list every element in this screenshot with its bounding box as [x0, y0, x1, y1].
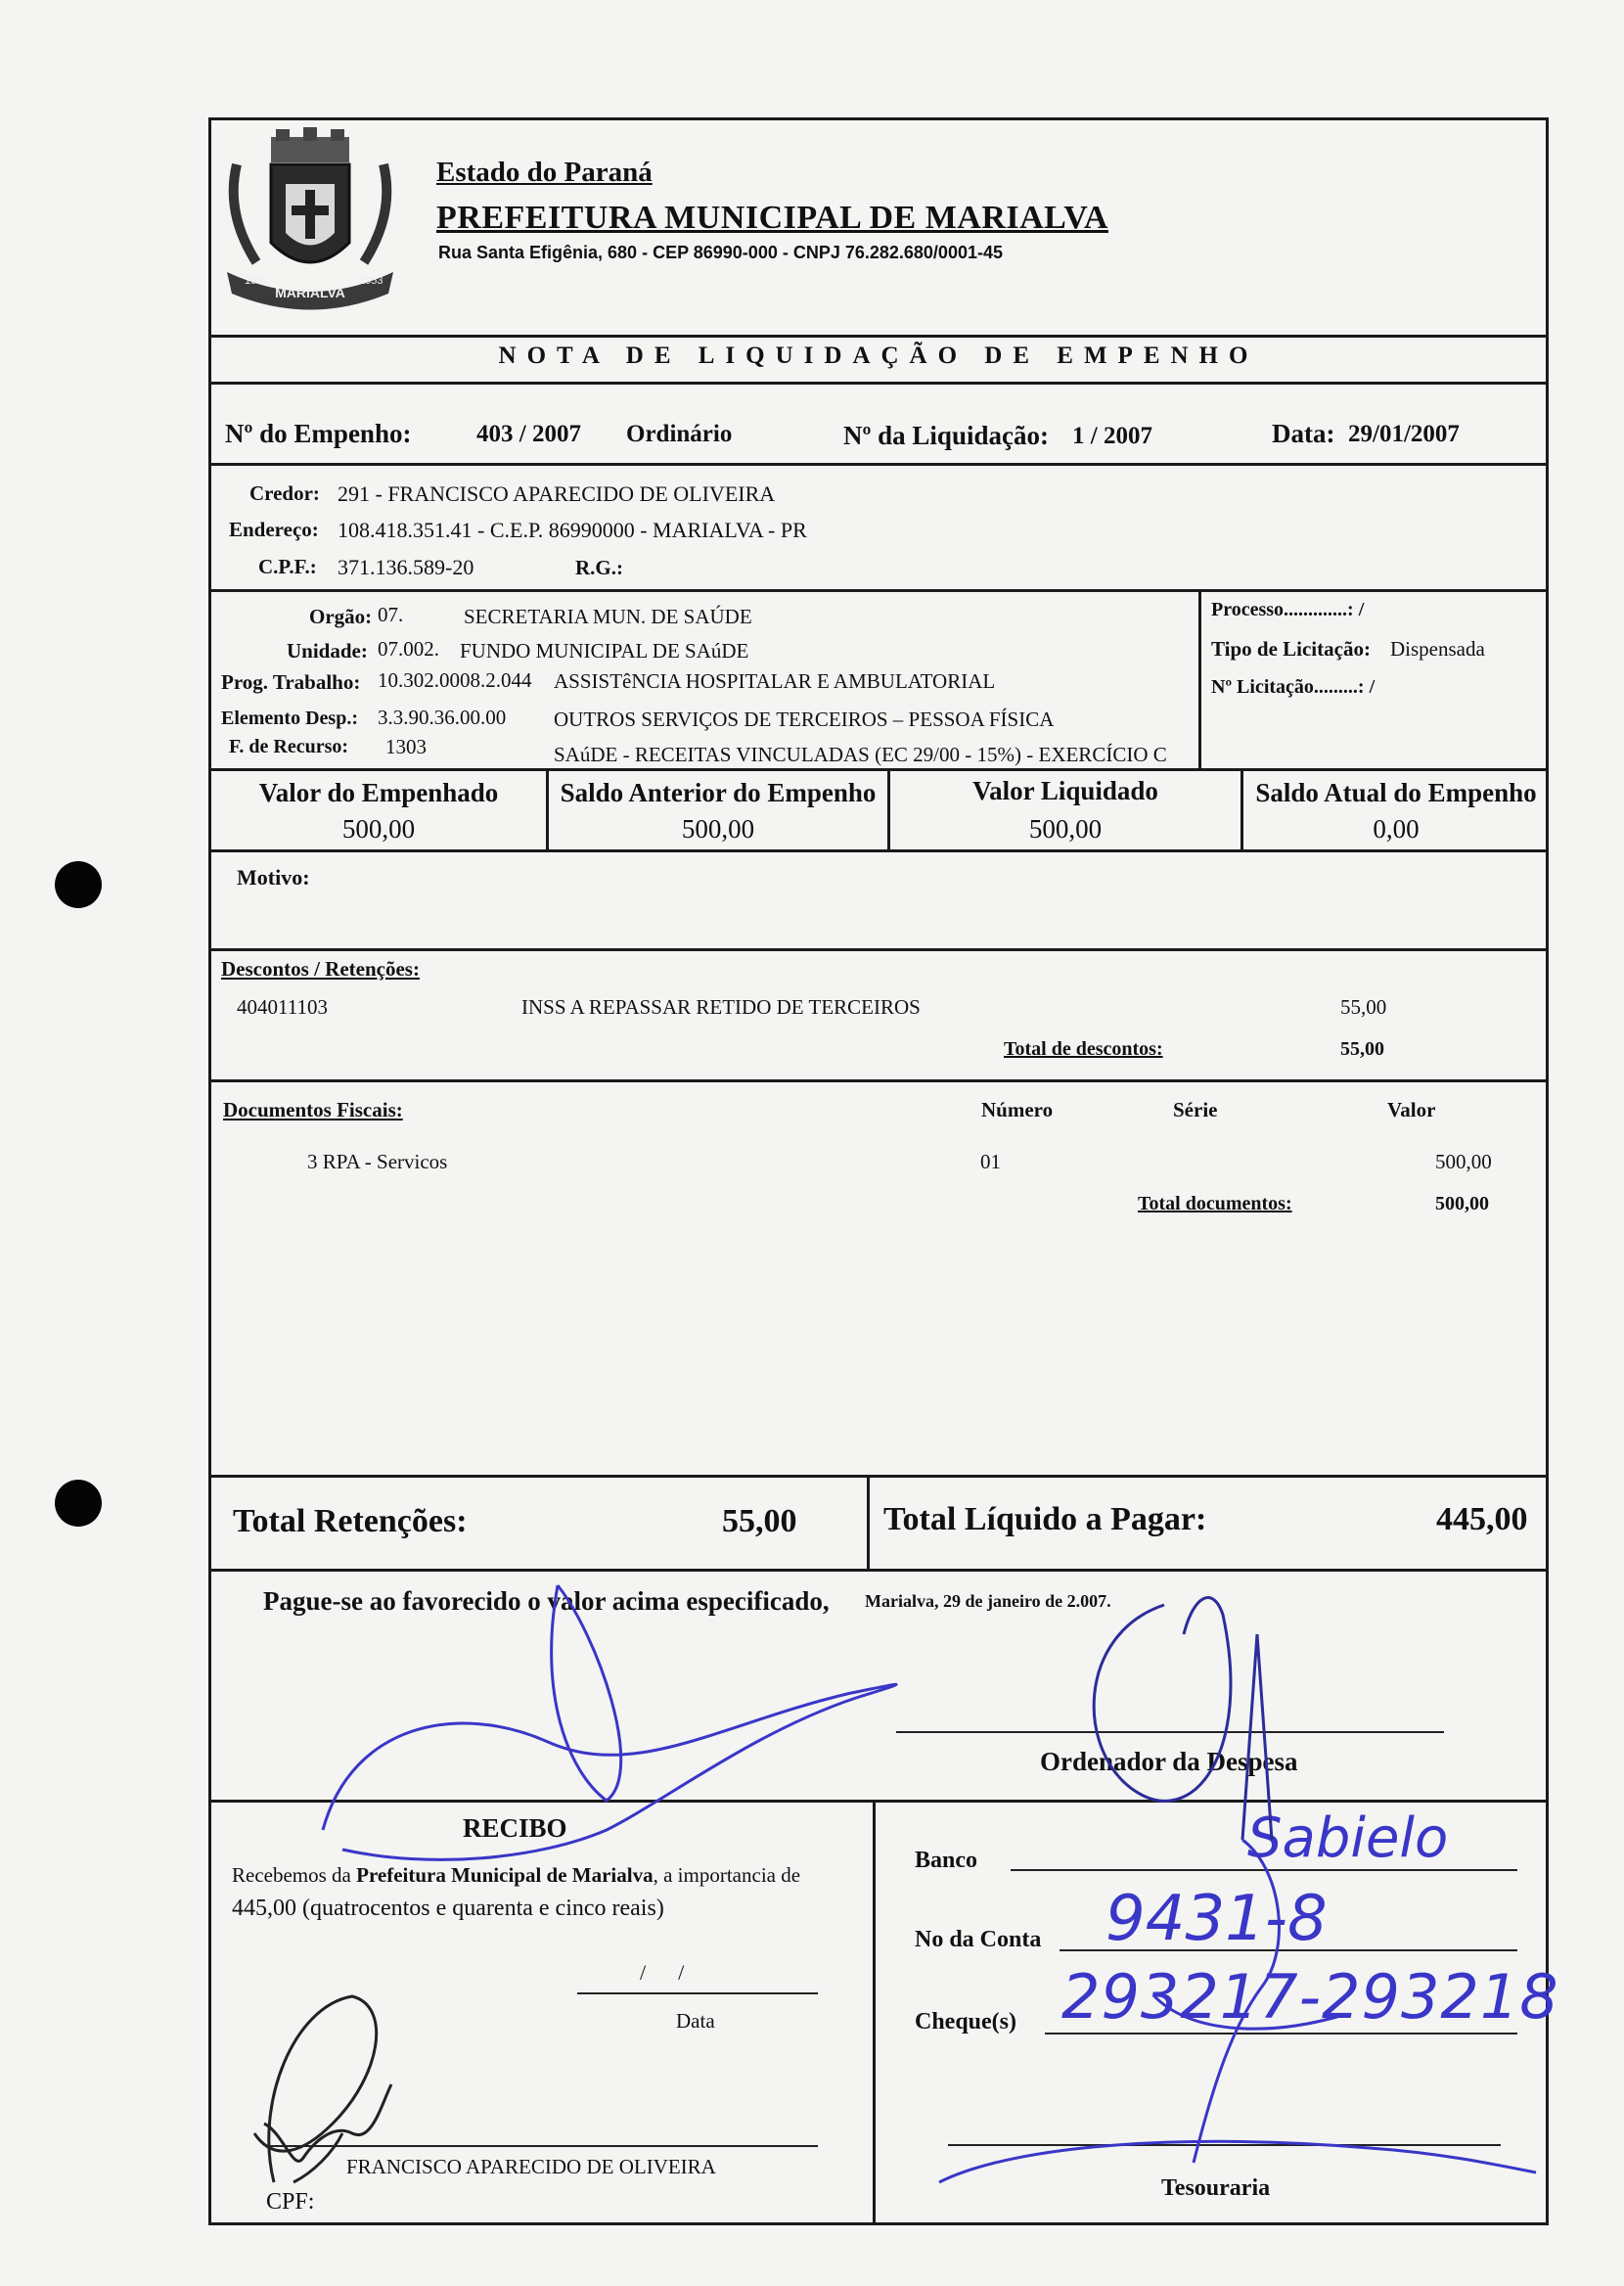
- recibo-text-bold: Prefeitura Municipal de Marialva: [356, 1863, 654, 1887]
- documentos-title: Documentos Fiscais:: [223, 1098, 403, 1121]
- col-numero: Número: [981, 1098, 1054, 1121]
- svg-text:MARIALVA: MARIALVA: [275, 285, 345, 300]
- rule-dotacao: [208, 768, 1549, 771]
- elemento-label: Elemento Desp.:: [221, 708, 358, 729]
- rule-motivo: [208, 948, 1549, 951]
- desconto-description: INSS A REPASSAR RETIDO DE TERCEIROS: [521, 995, 921, 1019]
- prog-name: ASSISTêNCIA HOSPITALAR E AMBULATORIAL: [554, 669, 996, 693]
- municipal-crest: [217, 125, 403, 321]
- empenho-number: 403 / 2007: [476, 421, 581, 447]
- recurso-code: 1303: [385, 735, 427, 758]
- valor-empenhado-label: Valor do Empenhado: [258, 778, 499, 807]
- total-liquido-label: Total Líquido a Pagar:: [883, 1501, 1207, 1537]
- tipo-licitacao-label: Tipo de Licitação:: [1211, 637, 1371, 661]
- ordenador-signature: [313, 1576, 1565, 2221]
- conta-handwritten: 9431-8: [1105, 1883, 1328, 1955]
- documento-numero: 01: [980, 1150, 1001, 1173]
- documentos-total-label: Total documentos:: [1138, 1193, 1292, 1214]
- pague-place-date: Marialva, 29 de janeiro de 2.007.: [865, 1591, 1111, 1611]
- numero-licitacao-field: Nº Licitação.........: /: [1211, 676, 1376, 698]
- valor-empenhado: 500,00: [341, 814, 416, 844]
- banco-label: Banco: [915, 1848, 978, 1873]
- cheque-label: Cheque(s): [915, 2009, 1017, 2035]
- total-retencoes-label: Total Retenções:: [233, 1503, 468, 1539]
- prog-code: 10.302.0008.2.044: [378, 668, 532, 692]
- endereco-label: Endereço:: [229, 518, 319, 541]
- motivo-label: Motivo:: [237, 865, 310, 890]
- conta-label: No da Conta: [915, 1927, 1042, 1952]
- rule-title: [208, 382, 1549, 385]
- descontos-title: Descontos / Retenções:: [221, 957, 420, 981]
- documento-description: 3 RPA - Servicos: [307, 1150, 448, 1173]
- date-label: Data:: [1272, 419, 1335, 448]
- punch-hole-bottom: [55, 1480, 102, 1527]
- valor-liquidado-label: Valor Liquidado: [972, 776, 1158, 805]
- punch-hole-top: [55, 861, 102, 908]
- ordenador-label: Ordenador da Despesa: [1040, 1747, 1298, 1776]
- rule-header: [208, 335, 1549, 338]
- orgao-name: SECRETARIA MUN. DE SAÚDE: [464, 605, 752, 628]
- rule-credor: [208, 589, 1549, 592]
- orgao-code: 07.: [378, 603, 404, 626]
- cheque-handwritten: 293217-293218: [1061, 1961, 1559, 2033]
- cpf-value: 371.136.589-20: [338, 555, 474, 579]
- recibo-signature: [235, 1987, 411, 2212]
- rule-descontos: [208, 1079, 1549, 1082]
- credor-label: Credor:: [249, 481, 320, 505]
- rule-empenho: [208, 463, 1549, 466]
- documentos-total: 500,00: [1435, 1193, 1489, 1214]
- processo-field: Processo.............: /: [1211, 599, 1365, 620]
- recibo-date-label: Data: [676, 2009, 715, 2033]
- endereco-value: 108.418.351.41 - C.E.P. 86990000 - MARIALVA - PR: [338, 518, 807, 542]
- total-retencoes: 55,00: [722, 1503, 797, 1539]
- saldo-anterior: 500,00: [681, 814, 755, 844]
- liquidacao-label: Nº da Liquidação:: [843, 421, 1049, 450]
- descontos-total: 55,00: [1340, 1038, 1384, 1060]
- rg-label: R.G.:: [575, 556, 623, 579]
- recibo-date-slashes: / /: [640, 1960, 685, 1985]
- saldo-anterior-label: Saldo Anterior do Empenho: [560, 778, 877, 807]
- recibo-cpf-label: CPF:: [266, 2189, 315, 2215]
- cpf-label: C.P.F.:: [258, 555, 317, 578]
- credor-value: 291 - FRANCISCO APARECIDO DE OLIVEIRA: [338, 481, 776, 506]
- elemento-name: OUTROS SERVIÇOS DE TERCEIROS – PESSOA FÍSICA: [554, 708, 1055, 731]
- documento-valor: 500,00: [1435, 1150, 1492, 1173]
- tipo-licitacao-value: Dispensada: [1390, 637, 1485, 661]
- empenho-label: Nº do Empenho:: [225, 419, 412, 448]
- valor-liquidado: 500,00: [1028, 814, 1103, 844]
- city-hall-name: PREFEITURA MUNICIPAL DE MARIALVA: [436, 200, 1108, 236]
- col-valor: Valor: [1387, 1098, 1436, 1121]
- orgao-label: Orgão:: [309, 605, 373, 628]
- recibo-amount: 445,00 (quatrocentos e quarenta e cinco reais): [232, 1896, 664, 1921]
- saldo-atual: 0,00: [1373, 814, 1420, 844]
- recibo-text-part-2: , a importancia de: [653, 1863, 801, 1887]
- recurso-label: F. de Recurso:: [229, 736, 349, 757]
- banco-handwritten: Sabielo: [1247, 1806, 1449, 1870]
- tesouraria-label: Tesouraria: [1161, 2175, 1271, 2201]
- unidade-name: FUNDO MUNICIPAL DE SAúDE: [460, 639, 749, 663]
- unidade-code: 07.002.: [378, 637, 439, 661]
- unidade-label: Unidade:: [287, 639, 368, 663]
- pague-text: Pague-se ao favorecido o valor acima especificado,: [263, 1586, 830, 1616]
- recibo-name: FRANCISCO APARECIDO DE OLIVEIRA: [346, 2155, 716, 2178]
- saldo-atual-label: Saldo Atual do Empenho: [1255, 778, 1537, 807]
- recibo-title: RECIBO: [463, 1813, 567, 1843]
- elemento-code: 3.3.90.36.00.00: [378, 706, 507, 729]
- col-serie: Série: [1173, 1098, 1218, 1121]
- prog-label: Prog. Trabalho:: [221, 670, 361, 694]
- rule-valores: [208, 849, 1549, 852]
- liquidacao-number: 1 / 2007: [1072, 423, 1152, 449]
- rule-totais-bottom: [208, 1569, 1549, 1572]
- rule-totais-divider: [867, 1475, 870, 1569]
- descontos-total-label: Total de descontos:: [1004, 1038, 1163, 1060]
- recurso-name: SAúDE - RECEITAS VINCULADAS (EC 29/00 - 15%) - EXERCÍCIO C: [554, 743, 1167, 766]
- svg-text:1953: 1953: [359, 275, 383, 287]
- desconto-code: 404011103: [237, 995, 328, 1019]
- city-hall-address: Rua Santa Efigênia, 680 - CEP 86990-000 - CNPJ 76.282.680/0001-45: [438, 243, 1003, 262]
- rule-totais-top: [208, 1475, 1549, 1478]
- recibo-text-part-1: Recebemos da: [232, 1863, 357, 1887]
- document-title: NOTA DE LIQUIDAÇÃO DE EMPENHO: [498, 343, 1259, 369]
- empenho-date: 29/01/2007: [1348, 421, 1460, 447]
- total-liquido: 445,00: [1436, 1501, 1528, 1537]
- state-name: Estado do Paraná: [436, 157, 653, 188]
- rule-dotacao-divider: [1198, 589, 1201, 769]
- svg-text:1951: 1951: [245, 275, 269, 287]
- empenho-type: Ordinário: [626, 421, 733, 447]
- desconto-value: 55,00: [1340, 995, 1387, 1019]
